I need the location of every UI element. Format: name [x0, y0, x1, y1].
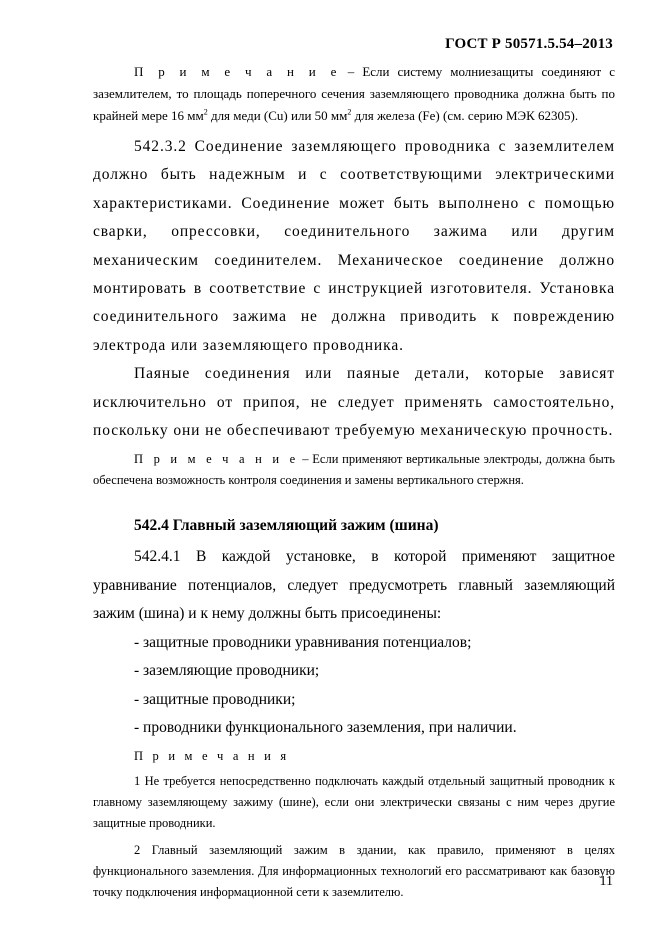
note-lightning-protection [93, 61, 615, 127]
note-text-b: для меди (Cu) или 50 мм [207, 108, 348, 123]
superscript-2: 2 [347, 107, 352, 117]
paragraph-542-3-2: 542.3.2 Соединение заземляющего проводника с заземлителем должно быть надежным и с соответствующими электрическими характеристиками. Соединение может быть выполнено с помощью сварки, опрессовки, соединительного зажима или другим механическим соединителем. Механическое соединение должно монтировать в соответствие с инструкцией изготовителя. Установка соединительного зажима не должна приводить к повреждению электрода или заземляющего проводника. [93, 138, 615, 354]
list-item: - защитные проводники; [134, 690, 296, 708]
section-heading-542-4: 542.4 Главный заземляющий зажим (шина) [134, 517, 439, 535]
note-text-a: Если систему молниезащиты соединяют с заземлителем, то площадь поперечного сечения заземляющего проводника должна быть по крайней мере 16 мм [93, 64, 616, 123]
paragraph-solder-joints: Паяные соединения или паяные детали, которые зависят исключительно от припоя, не следует применять самостоятельно, поскольку они не обеспечивают требуемую механическую прочность. [93, 365, 615, 440]
standard-header: ГОСТ Р 50571.5.54–2013 [445, 36, 613, 52]
superscript-2: 2 [203, 107, 208, 117]
note-item-1: 1 Не требуется непосредственно подключать каждый отдельный защитный проводник к главному заземляющему зажиму (шине), если они электрически связаны с ним через другие защитные проводники. [93, 774, 615, 831]
page-number: 11 [599, 874, 613, 889]
notes-title: П р и м е ч а н и я [134, 749, 290, 764]
page-content [93, 61, 615, 903]
note-item-2: 2 Главный заземляющий зажим в здании, как правило, применяют в целях функционального заземления. Для информационных технологий его рассматривают как базовую точку подключения информационной сети к заземлителю. [93, 843, 615, 900]
note-label: П р и м е ч а н и е [134, 64, 340, 79]
note-dash: – [298, 452, 313, 467]
note-text-c: для железа (Fe) (см. серию МЭК 62305). [351, 108, 579, 123]
paragraph-542-4-1: 542.4.1 В каждой установке, в которой применяют защитное уравнивание потенциалов, следует предусмотреть главный заземляющий зажим (шина) и к нему должны быть присоединены: [93, 548, 615, 623]
list-item: - защитные проводники уравнивания потенциалов; [134, 633, 472, 651]
list-item: - заземляющие проводники; [134, 662, 320, 680]
note-text: Если применяют вертикальные электроды, должна быть обеспечена возможность контроля соединения и замены вертикального стержня. [93, 452, 615, 488]
note-vertical-electrodes [93, 449, 615, 491]
note-dash: – [339, 64, 363, 79]
note-label: П р и м е ч а н и е [134, 452, 299, 467]
list-item: - проводники функционального заземления, при наличии. [134, 719, 517, 737]
